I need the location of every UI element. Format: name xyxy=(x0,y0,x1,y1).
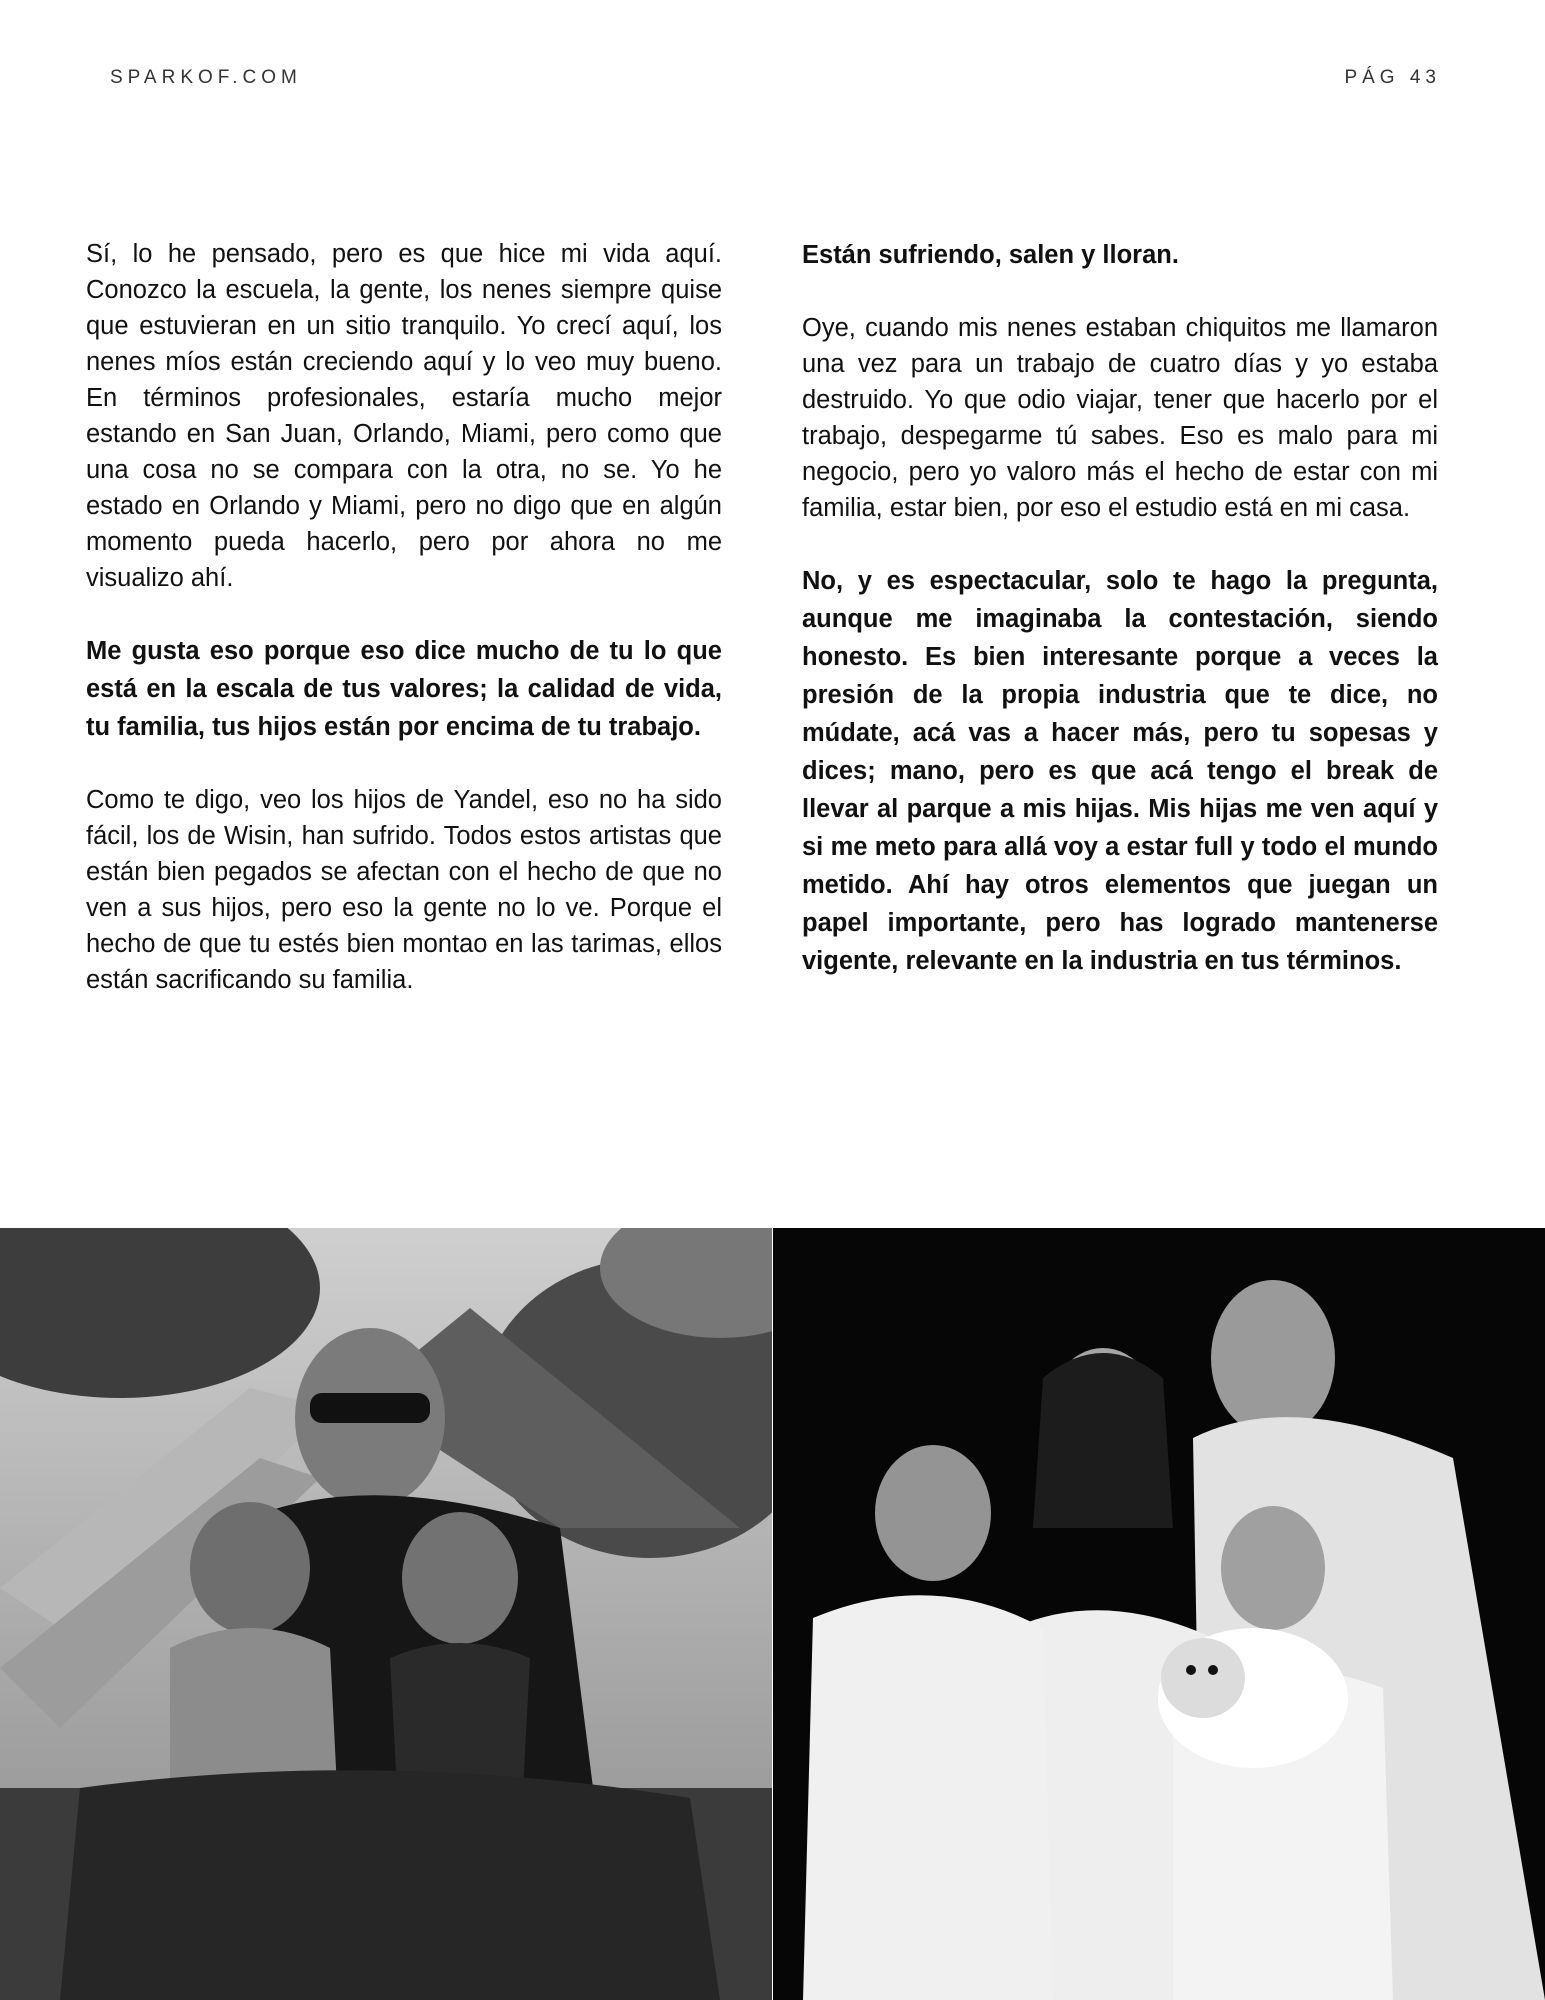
site-name: SPARKOF.COM xyxy=(110,67,302,88)
question-paragraph: Están sufriendo, salen y lloran. xyxy=(802,241,1179,269)
photo-father-with-toddlers xyxy=(0,1228,772,2000)
photo-father-with-toddlers-image xyxy=(0,1228,772,2000)
photo-family-portrait xyxy=(773,1228,1545,2000)
answer-paragraph: Sí, lo he pensado, pero es que hice mi vida aquí. Conozco la escuela, la gente, los nenes siempre quise que estuvieran en un sitio tranquilo. Yo crecí aquí, los nenes míos están creciendo aquí y lo veo muy bueno. En términos profesionales, estaría mucho mejor estando en San Juan, Orlando, Miami, pero como que una cosa no se compara con la otra, no se. Yo he estado en Orlando y Miami, pero no digo que en algún momento pueda hacerlo, pero por ahora no me visualizo ahí. xyxy=(86,240,722,592)
article-column-right xyxy=(802,236,1438,1016)
answer-paragraph: Como te digo, veo los hijos de Yandel, eso no ha sido fácil, los de Wisin, han sufrido. Todos estos artistas que están bien pegados se afectan con el hecho de que no ven a sus hijos, pero eso la gente no lo ve. Porque el hecho de que tu estés bien montao en las tarimas, ellos están sacrificando su familia. xyxy=(86,786,722,994)
question-paragraph: No, y es espectacular, solo te hago la pregunta, aunque me imaginaba la contestación, siendo honesto. Es bien interesante porque a veces la presión de la propia industria que te dice, no múdate, acá vas a hacer más, pero tu sopesas y dices; mano, pero es que acá tengo el break de llevar al parque a mis hijas. Mis hijas me ven aquí y si me meto para allá voy a estar full y todo el mundo metido. Ahí hay otros elementos que juegan un papel importante, pero has logrado mantenerse vigente, relevante en la industria en tus términos. xyxy=(802,567,1438,975)
question-paragraph: Me gusta eso porque eso dice mucho de tu lo que está en la escala de tus valores; la calidad de vida, tu familia, tus hijos están por encima de tu trabajo. xyxy=(86,637,722,741)
photo-family-portrait-image xyxy=(773,1228,1545,2000)
page-number: PÁG 43 xyxy=(1344,67,1441,88)
article-column-left xyxy=(86,236,722,1034)
answer-paragraph: Oye, cuando mis nenes estaban chiquitos me llamaron una vez para un trabajo de cuatro días y yo estaba destruido. Yo que odio viajar, tener que hacerlo por el trabajo, despegarme tú sabes. Eso es malo para mi negocio, pero yo valoro más el hecho de estar con mi familia, estar bien, por eso el estudio está en mi casa. xyxy=(802,314,1438,522)
